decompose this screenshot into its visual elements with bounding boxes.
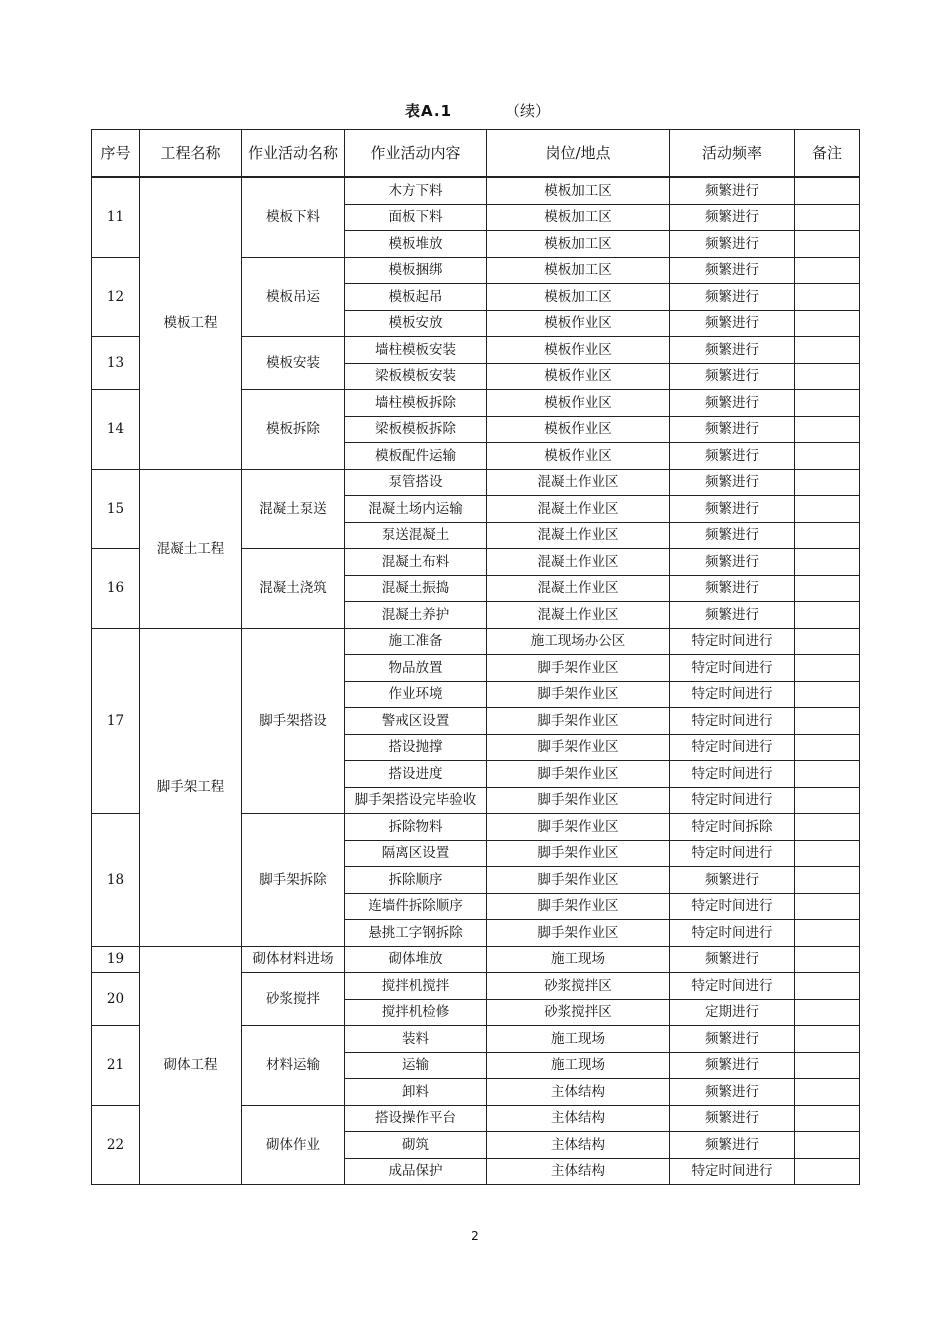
frequency-cell: 频繁进行 — [670, 363, 795, 390]
activity-name-cell: 砌体材料进场 — [242, 946, 345, 973]
location-cell: 脚手架作业区 — [487, 787, 670, 814]
frequency-cell: 频繁进行 — [670, 946, 795, 973]
location-cell: 模板加工区 — [487, 177, 670, 204]
frequency-cell: 特定时间进行 — [670, 973, 795, 1000]
frequency-cell: 频繁进行 — [670, 867, 795, 894]
location-cell: 模板作业区 — [487, 416, 670, 443]
activity-content-cell: 卸料 — [345, 1079, 487, 1106]
location-cell: 模板作业区 — [487, 363, 670, 390]
table-row — [92, 628, 860, 655]
note-cell — [795, 893, 860, 920]
frequency-cell: 频繁进行 — [670, 575, 795, 602]
activity-content-cell: 梁板模板拆除 — [345, 416, 487, 443]
location-cell: 脚手架作业区 — [487, 867, 670, 894]
table-row — [92, 946, 860, 973]
note-cell — [795, 814, 860, 841]
location-cell: 施工现场 — [487, 1052, 670, 1079]
note-cell — [795, 999, 860, 1026]
activity-name-cell: 材料运输 — [242, 1026, 345, 1106]
note-cell — [795, 1079, 860, 1106]
header-content: 作业活动内容 — [345, 130, 487, 178]
note-cell — [795, 257, 860, 284]
location-cell: 施工现场 — [487, 946, 670, 973]
location-cell: 主体结构 — [487, 1158, 670, 1185]
table-caption — [0, 100, 950, 122]
header-note: 备注 — [795, 130, 860, 178]
note-cell — [795, 1026, 860, 1053]
header-location: 岗位/地点 — [487, 130, 670, 178]
location-cell: 混凝土作业区 — [487, 522, 670, 549]
activity-content-cell: 混凝土振捣 — [345, 575, 487, 602]
project-name-cell: 模板工程 — [140, 177, 242, 469]
location-cell: 模板加工区 — [487, 231, 670, 258]
location-cell: 脚手架作业区 — [487, 840, 670, 867]
frequency-cell: 频繁进行 — [670, 522, 795, 549]
note-cell — [795, 310, 860, 337]
activity-name-cell: 模板下料 — [242, 177, 345, 257]
location-cell: 主体结构 — [487, 1105, 670, 1132]
activity-content-cell: 木方下料 — [345, 177, 487, 204]
project-name-cell: 砌体工程 — [140, 946, 242, 1185]
note-cell — [795, 549, 860, 576]
note-cell — [795, 443, 860, 470]
location-cell: 脚手架作业区 — [487, 734, 670, 761]
location-cell: 模板作业区 — [487, 443, 670, 470]
activity-content-cell: 墙柱模板拆除 — [345, 390, 487, 417]
activity-name-cell: 砌体作业 — [242, 1105, 345, 1185]
note-cell — [795, 1132, 860, 1159]
location-cell: 模板加工区 — [487, 257, 670, 284]
activity-content-cell: 警戒区设置 — [345, 708, 487, 735]
note-cell — [795, 655, 860, 682]
activity-content-cell: 搅拌机检修 — [345, 999, 487, 1026]
location-cell: 模板加工区 — [487, 284, 670, 311]
activity-content-cell: 模板起吊 — [345, 284, 487, 311]
activity-content-cell: 搭设进度 — [345, 761, 487, 788]
frequency-cell: 特定时间进行 — [670, 840, 795, 867]
location-cell: 砂浆搅拌区 — [487, 973, 670, 1000]
frequency-cell: 特定时间进行 — [670, 734, 795, 761]
activity-content-cell: 模板捆绑 — [345, 257, 487, 284]
note-cell — [795, 840, 860, 867]
seq-number-cell: 12 — [92, 257, 140, 337]
note-cell — [795, 1105, 860, 1132]
seq-number-cell: 11 — [92, 177, 140, 257]
location-cell: 脚手架作业区 — [487, 655, 670, 682]
note-cell — [795, 231, 860, 258]
activity-content-cell: 施工准备 — [345, 628, 487, 655]
frequency-cell: 频繁进行 — [670, 257, 795, 284]
frequency-cell: 特定时间进行 — [670, 681, 795, 708]
frequency-cell: 频繁进行 — [670, 549, 795, 576]
activity-name-cell: 混凝土浇筑 — [242, 549, 345, 629]
note-cell — [795, 867, 860, 894]
activity-content-cell: 混凝土养护 — [345, 602, 487, 629]
note-cell — [795, 628, 860, 655]
seq-number-cell: 19 — [92, 946, 140, 973]
note-cell — [795, 522, 860, 549]
seq-number-cell: 14 — [92, 390, 140, 470]
activity-name-cell: 脚手架搭设 — [242, 628, 345, 814]
location-cell: 脚手架作业区 — [487, 893, 670, 920]
note-cell — [795, 575, 860, 602]
activity-content-cell: 泵送混凝土 — [345, 522, 487, 549]
header-frequency: 活动频率 — [670, 130, 795, 178]
note-cell — [795, 946, 860, 973]
activity-content-cell: 拆除物料 — [345, 814, 487, 841]
note-cell — [795, 920, 860, 947]
table-continued-label: （续） — [505, 102, 551, 120]
activity-content-cell: 墙柱模板安装 — [345, 337, 487, 364]
location-cell: 模板作业区 — [487, 310, 670, 337]
note-cell — [795, 390, 860, 417]
frequency-cell: 频繁进行 — [670, 204, 795, 231]
location-cell: 混凝土作业区 — [487, 575, 670, 602]
note-cell — [795, 734, 860, 761]
frequency-cell: 频繁进行 — [670, 1105, 795, 1132]
activity-content-cell: 搭设操作平台 — [345, 1105, 487, 1132]
activity-content-cell: 泵管搭设 — [345, 469, 487, 496]
frequency-cell: 频繁进行 — [670, 1132, 795, 1159]
seq-number-cell: 13 — [92, 337, 140, 390]
activity-name-cell: 脚手架拆除 — [242, 814, 345, 947]
frequency-cell: 频繁进行 — [670, 310, 795, 337]
activity-content-cell: 搭设抛撑 — [345, 734, 487, 761]
location-cell: 模板加工区 — [487, 204, 670, 231]
activity-name-cell: 模板吊运 — [242, 257, 345, 337]
activity-content-cell: 模板堆放 — [345, 231, 487, 258]
frequency-cell: 特定时间进行 — [670, 628, 795, 655]
activity-content-cell: 面板下料 — [345, 204, 487, 231]
location-cell: 混凝土作业区 — [487, 469, 670, 496]
note-cell — [795, 363, 860, 390]
frequency-cell: 频繁进行 — [670, 416, 795, 443]
activity-content-cell: 运输 — [345, 1052, 487, 1079]
location-cell: 施工现场 — [487, 1026, 670, 1053]
activity-content-cell: 混凝土布料 — [345, 549, 487, 576]
activity-content-cell: 拆除顺序 — [345, 867, 487, 894]
table-row — [92, 469, 860, 496]
frequency-cell: 特定时间进行 — [670, 655, 795, 682]
frequency-cell: 频繁进行 — [670, 496, 795, 523]
note-cell — [795, 602, 860, 629]
frequency-cell: 频繁进行 — [670, 602, 795, 629]
project-name-cell: 混凝土工程 — [140, 469, 242, 628]
location-cell: 主体结构 — [487, 1079, 670, 1106]
header-activity: 作业活动名称 — [242, 130, 345, 178]
activity-content-cell: 模板安放 — [345, 310, 487, 337]
activity-content-cell: 物品放置 — [345, 655, 487, 682]
note-cell — [795, 469, 860, 496]
frequency-cell: 频繁进行 — [670, 177, 795, 204]
frequency-cell: 特定时间进行 — [670, 920, 795, 947]
table-title: 表A.1 — [405, 102, 453, 120]
location-cell: 混凝土作业区 — [487, 549, 670, 576]
header-row — [92, 130, 860, 178]
seq-number-cell: 16 — [92, 549, 140, 629]
seq-number-cell: 21 — [92, 1026, 140, 1106]
frequency-cell: 频繁进行 — [670, 1026, 795, 1053]
table-body — [92, 177, 860, 1185]
frequency-cell: 频繁进行 — [670, 1079, 795, 1106]
frequency-cell: 特定时间进行 — [670, 1158, 795, 1185]
note-cell — [795, 284, 860, 311]
header-seq: 序号 — [92, 130, 140, 178]
note-cell — [795, 681, 860, 708]
location-cell: 砂浆搅拌区 — [487, 999, 670, 1026]
activity-content-cell: 作业环境 — [345, 681, 487, 708]
note-cell — [795, 204, 860, 231]
activity-content-cell: 混凝土场内运输 — [345, 496, 487, 523]
activity-content-cell: 脚手架搭设完毕验收 — [345, 787, 487, 814]
activity-name-cell: 砂浆搅拌 — [242, 973, 345, 1026]
table-row — [92, 177, 860, 204]
activity-content-cell: 悬挑工字钢拆除 — [345, 920, 487, 947]
activity-content-cell: 模板配件运输 — [345, 443, 487, 470]
project-name-cell: 脚手架工程 — [140, 628, 242, 946]
frequency-cell: 特定时间进行 — [670, 761, 795, 788]
activity-content-cell: 成品保护 — [345, 1158, 487, 1185]
location-cell: 施工现场办公区 — [487, 628, 670, 655]
location-cell: 脚手架作业区 — [487, 761, 670, 788]
seq-number-cell: 18 — [92, 814, 140, 947]
seq-number-cell: 22 — [92, 1105, 140, 1185]
activity-name-cell: 混凝土泵送 — [242, 469, 345, 549]
location-cell: 混凝土作业区 — [487, 602, 670, 629]
frequency-cell: 特定时间拆除 — [670, 814, 795, 841]
location-cell: 脚手架作业区 — [487, 708, 670, 735]
activity-content-cell: 装料 — [345, 1026, 487, 1053]
activity-content-cell: 隔离区设置 — [345, 840, 487, 867]
frequency-cell: 频繁进行 — [670, 284, 795, 311]
frequency-cell: 频繁进行 — [670, 1052, 795, 1079]
seq-number-cell: 17 — [92, 628, 140, 814]
activity-content-cell: 砌筑 — [345, 1132, 487, 1159]
activity-content-cell: 梁板模板安装 — [345, 363, 487, 390]
location-cell: 脚手架作业区 — [487, 814, 670, 841]
frequency-cell: 定期进行 — [670, 999, 795, 1026]
frequency-cell: 频繁进行 — [670, 469, 795, 496]
activity-name-cell: 模板安装 — [242, 337, 345, 390]
note-cell — [795, 496, 860, 523]
frequency-cell: 特定时间进行 — [670, 893, 795, 920]
note-cell — [795, 787, 860, 814]
note-cell — [795, 337, 860, 364]
frequency-cell: 特定时间进行 — [670, 787, 795, 814]
header-project: 工程名称 — [140, 130, 242, 178]
activity-name-cell: 模板拆除 — [242, 390, 345, 470]
note-cell — [795, 708, 860, 735]
frequency-cell: 频繁进行 — [670, 231, 795, 258]
activity-content-cell: 连墙件拆除顺序 — [345, 893, 487, 920]
note-cell — [795, 1158, 860, 1185]
note-cell — [795, 973, 860, 1000]
location-cell: 脚手架作业区 — [487, 681, 670, 708]
page-number: 2 — [471, 1229, 479, 1243]
seq-number-cell: 20 — [92, 973, 140, 1026]
activity-content-cell: 砌体堆放 — [345, 946, 487, 973]
frequency-cell: 频繁进行 — [670, 443, 795, 470]
frequency-cell: 特定时间进行 — [670, 708, 795, 735]
note-cell — [795, 177, 860, 204]
location-cell: 混凝土作业区 — [487, 496, 670, 523]
note-cell — [795, 1052, 860, 1079]
location-cell: 模板作业区 — [487, 390, 670, 417]
activity-table — [91, 129, 860, 1185]
location-cell: 脚手架作业区 — [487, 920, 670, 947]
frequency-cell: 频繁进行 — [670, 390, 795, 417]
activity-content-cell: 搅拌机搅拌 — [345, 973, 487, 1000]
note-cell — [795, 416, 860, 443]
seq-number-cell: 15 — [92, 469, 140, 549]
frequency-cell: 频繁进行 — [670, 337, 795, 364]
note-cell — [795, 761, 860, 788]
location-cell: 模板作业区 — [487, 337, 670, 364]
location-cell: 主体结构 — [487, 1132, 670, 1159]
